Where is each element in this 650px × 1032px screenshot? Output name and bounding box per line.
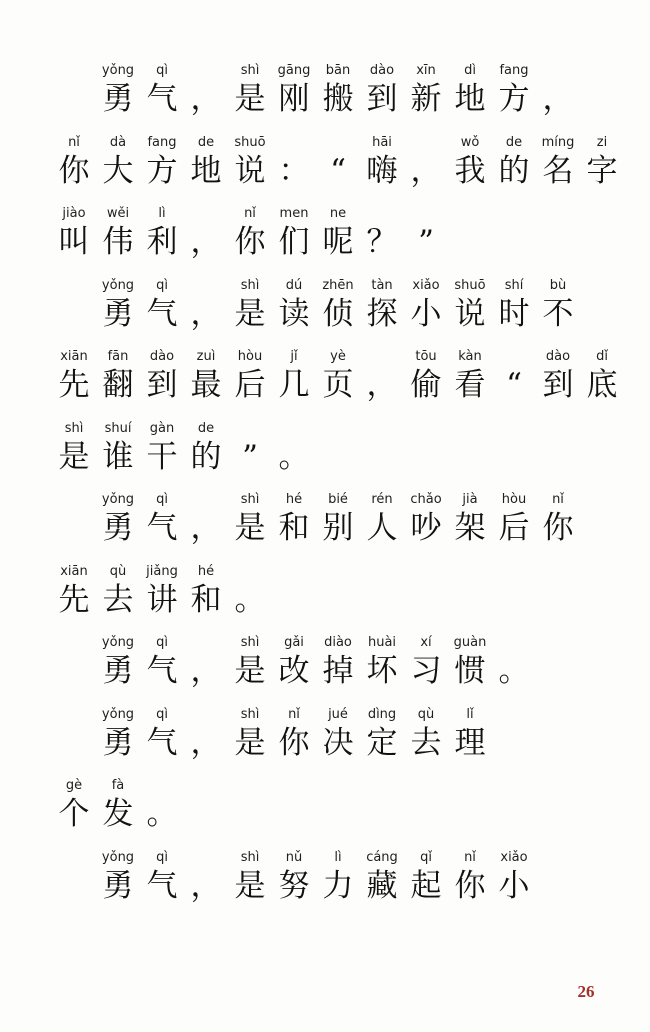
hanzi: 地 xyxy=(190,152,222,189)
pinyin: dào xyxy=(369,63,395,78)
character-cell xyxy=(398,205,454,261)
hanzi: 先 xyxy=(58,581,90,618)
hanzi: 起 xyxy=(410,867,442,904)
hanzi: 人 xyxy=(366,510,398,546)
text-line xyxy=(0,491,650,547)
pinyin: shì xyxy=(240,706,260,722)
pinyin: bù xyxy=(549,277,567,293)
pinyin: gàn xyxy=(149,420,175,436)
pinyin: fang xyxy=(147,134,177,150)
pinyin: yǒng xyxy=(101,849,135,865)
hanzi: 页 xyxy=(322,367,354,403)
hanzi: 气 xyxy=(146,724,178,761)
pinyin: hāi xyxy=(372,134,392,150)
hanzi: 吵 xyxy=(410,510,442,546)
hanzi: 。 xyxy=(146,796,178,832)
hanzi: 先 xyxy=(58,367,90,403)
pinyin: shì xyxy=(240,277,260,293)
hanzi: 勇 xyxy=(102,510,134,546)
pinyin: nǐ xyxy=(552,492,564,507)
pinyin: zi xyxy=(596,134,608,150)
hanzi: 是 xyxy=(234,295,266,332)
character-cell xyxy=(530,62,586,118)
hanzi: 架 xyxy=(454,510,486,546)
character-cell xyxy=(266,420,322,476)
hanzi: 说 xyxy=(234,152,266,189)
hanzi: 是 xyxy=(234,81,266,117)
pinyin: hé xyxy=(197,563,215,579)
pinyin xyxy=(212,563,288,581)
hanzi: 你 xyxy=(542,510,574,546)
hanzi: 方 xyxy=(146,152,178,189)
hanzi: 几 xyxy=(278,367,310,403)
text-line xyxy=(0,706,650,762)
hanzi: 发 xyxy=(102,796,134,832)
hanzi: 侦 xyxy=(322,295,354,332)
character-cell xyxy=(530,491,586,547)
text-line xyxy=(0,420,650,476)
hanzi: 努 xyxy=(278,867,310,904)
hanzi: ” xyxy=(242,438,258,475)
pinyin: chǎo xyxy=(410,492,442,507)
hanzi: 伟 xyxy=(102,224,134,260)
hanzi: 后 xyxy=(498,510,530,546)
pinyin xyxy=(520,62,596,80)
pinyin: shì xyxy=(240,849,260,865)
pinyin: lǐ xyxy=(466,706,474,722)
hanzi: 最 xyxy=(190,367,222,403)
pinyin: bān xyxy=(325,63,351,78)
hanzi: ， xyxy=(190,295,222,332)
pinyin: shì xyxy=(240,635,260,650)
pinyin: xīn xyxy=(416,63,436,78)
hanzi: 小 xyxy=(410,295,442,332)
hanzi: ” xyxy=(418,224,434,260)
pinyin: de xyxy=(197,134,215,150)
hanzi: 坏 xyxy=(366,653,398,689)
hanzi: 是 xyxy=(58,438,90,475)
character-cell xyxy=(442,706,498,762)
pinyin xyxy=(476,634,552,652)
pinyin: míng xyxy=(541,134,575,150)
hanzi: “ xyxy=(330,152,346,189)
hanzi: 讲 xyxy=(146,581,178,618)
hanzi: 。 xyxy=(498,653,530,689)
pinyin: shí xyxy=(504,277,524,293)
hanzi: 说 xyxy=(454,295,486,332)
pinyin: gǎi xyxy=(284,635,304,650)
pinyin: xiǎo xyxy=(412,277,440,293)
pinyin: lì xyxy=(158,206,166,221)
pinyin: wěi xyxy=(106,206,130,221)
hanzi: 你 xyxy=(278,724,310,761)
hanzi: 到 xyxy=(366,81,398,117)
hanzi: 新 xyxy=(410,81,442,117)
pinyin: dú xyxy=(285,277,303,293)
pinyin: kàn xyxy=(458,349,482,364)
hanzi: 读 xyxy=(278,295,310,332)
pinyin: qǐ xyxy=(420,849,432,865)
character-cell xyxy=(222,563,278,619)
hanzi: 刚 xyxy=(278,81,310,117)
pinyin: guàn xyxy=(453,635,487,650)
hanzi: 决 xyxy=(322,724,354,761)
text-line xyxy=(0,563,650,619)
character-cell xyxy=(486,849,542,905)
pinyin: yè xyxy=(330,349,346,364)
hanzi: 嗨 xyxy=(366,152,398,189)
pinyin: qì xyxy=(156,706,168,722)
hanzi: 方 xyxy=(498,81,530,117)
hanzi: 习 xyxy=(410,653,442,689)
hanzi: 名 xyxy=(542,152,574,189)
pinyin: fān xyxy=(107,349,129,364)
pinyin: zuì xyxy=(196,349,216,364)
text-line xyxy=(0,348,650,404)
pinyin: nǔ xyxy=(285,849,303,865)
pinyin: qù xyxy=(109,563,127,579)
pinyin: yǒng xyxy=(101,277,135,293)
hanzi: 力 xyxy=(322,867,354,904)
pinyin: dào xyxy=(545,349,571,364)
pinyin xyxy=(388,205,464,223)
pinyin: nǐ xyxy=(288,706,300,722)
hanzi: 你 xyxy=(234,224,266,260)
pinyin: shuí xyxy=(104,420,132,436)
pinyin: tōu xyxy=(415,349,437,364)
pinyin: xiǎo xyxy=(500,849,528,865)
hanzi: 你 xyxy=(454,867,486,904)
pinyin: nǐ xyxy=(244,206,256,221)
hanzi: 和 xyxy=(190,581,222,618)
pinyin: hòu xyxy=(237,349,263,364)
hanzi: ， xyxy=(190,867,222,904)
pinyin: cáng xyxy=(366,849,398,865)
hanzi: 不 xyxy=(542,295,574,332)
pinyin: yǒng xyxy=(101,635,135,650)
hanzi: 偷 xyxy=(410,367,442,403)
hanzi: 翻 xyxy=(102,367,134,403)
character-cell xyxy=(134,777,190,833)
hanzi: 看 xyxy=(454,367,486,403)
hanzi: 气 xyxy=(146,867,178,904)
page-number: 26 xyxy=(577,982,595,1001)
pinyin: shì xyxy=(240,492,260,507)
text-line xyxy=(0,849,650,905)
text-line xyxy=(0,277,650,333)
pinyin: ne xyxy=(329,206,347,221)
hanzi: 惯 xyxy=(454,653,486,689)
pinyin: shì xyxy=(64,420,84,436)
pinyin: dì xyxy=(464,63,476,78)
pinyin: dǐ xyxy=(596,349,608,364)
pinyin: xiān xyxy=(60,563,88,579)
hanzi: 小 xyxy=(498,867,530,904)
pinyin: shuō xyxy=(234,134,266,150)
hanzi: 干 xyxy=(146,438,178,475)
pinyin: jiǎng xyxy=(146,563,178,579)
pinyin: dìng xyxy=(367,706,397,722)
hanzi: 大 xyxy=(102,152,134,189)
hanzi: ， xyxy=(542,81,574,117)
pinyin: dà xyxy=(109,134,127,150)
hanzi: 呢 xyxy=(322,224,354,260)
hanzi: 勇 xyxy=(102,867,134,904)
pinyin: jiào xyxy=(62,206,86,221)
pinyin: shì xyxy=(240,63,260,78)
hanzi: ， xyxy=(190,510,222,546)
hanzi: ， xyxy=(190,224,222,260)
pinyin: rén xyxy=(371,492,393,507)
text-line xyxy=(0,777,650,833)
pinyin: diào xyxy=(324,635,352,650)
pinyin: qì xyxy=(156,277,168,293)
pinyin: huài xyxy=(367,635,397,650)
pinyin: xiān xyxy=(60,349,88,364)
pinyin: nǐ xyxy=(464,849,476,865)
pinyin: hé xyxy=(285,492,303,507)
hanzi: 去 xyxy=(102,581,134,618)
pinyin: yǒng xyxy=(101,706,135,722)
pinyin xyxy=(124,777,200,795)
hanzi: 们 xyxy=(278,224,310,260)
hanzi: 是 xyxy=(234,724,266,761)
hanzi: 利 xyxy=(146,224,178,260)
pinyin: qì xyxy=(156,63,168,78)
pinyin: hòu xyxy=(501,492,527,507)
hanzi: “ xyxy=(506,367,522,403)
hanzi: 气 xyxy=(146,510,178,546)
hanzi: 字 xyxy=(586,152,618,189)
hanzi: ， xyxy=(190,724,222,761)
hanzi: 叫 xyxy=(58,224,90,260)
hanzi: ： xyxy=(278,152,310,189)
hanzi: 藏 xyxy=(366,867,398,904)
hanzi: 勇 xyxy=(102,724,134,761)
character-cell xyxy=(486,634,542,690)
pinyin: yǒng xyxy=(101,492,135,507)
pinyin: qì xyxy=(156,849,168,865)
text-line xyxy=(0,205,650,261)
pinyin: jià xyxy=(462,492,478,507)
character-cell xyxy=(574,348,630,404)
hanzi: 气 xyxy=(146,653,178,689)
pinyin: jué xyxy=(328,706,348,722)
pinyin: yǒng xyxy=(101,63,135,78)
hanzi: 的 xyxy=(498,152,530,189)
hanzi: 和 xyxy=(278,510,310,546)
hanzi: 。 xyxy=(278,438,310,475)
hanzi: 到 xyxy=(542,367,574,403)
pinyin: zhēn xyxy=(322,277,354,293)
hanzi: 底 xyxy=(586,367,618,403)
hanzi: 我 xyxy=(454,152,486,189)
hanzi: 。 xyxy=(234,581,266,618)
pinyin: xí xyxy=(420,635,432,650)
hanzi: 你 xyxy=(58,152,90,189)
hanzi: ， xyxy=(190,653,222,689)
hanzi: 的 xyxy=(190,438,222,475)
pinyin: jǐ xyxy=(290,349,298,364)
hanzi: 定 xyxy=(366,724,398,761)
hanzi: 是 xyxy=(234,867,266,904)
text-line xyxy=(0,134,650,190)
hanzi: 勇 xyxy=(102,295,134,332)
hanzi: 时 xyxy=(498,295,530,332)
hanzi: 谁 xyxy=(102,438,134,475)
pinyin: nǐ xyxy=(68,134,80,150)
pinyin: shuō xyxy=(454,277,486,293)
hanzi: 改 xyxy=(278,653,310,689)
text-line xyxy=(0,634,650,690)
hanzi: 勇 xyxy=(102,81,134,117)
hanzi: 搬 xyxy=(322,81,354,117)
hanzi: 是 xyxy=(234,653,266,689)
pinyin: gāng xyxy=(277,63,311,78)
pinyin: bié xyxy=(328,492,348,507)
hanzi: 理 xyxy=(454,724,486,761)
hanzi: 气 xyxy=(146,81,178,117)
pinyin: qì xyxy=(156,635,168,650)
hanzi: ， xyxy=(410,152,442,189)
pinyin: qì xyxy=(156,492,168,507)
hanzi: 掉 xyxy=(322,653,354,689)
hanzi: ？ xyxy=(366,224,398,260)
hanzi: 勇 xyxy=(102,653,134,689)
pinyin xyxy=(256,420,332,438)
pinyin: de xyxy=(197,420,215,436)
pinyin: men xyxy=(279,206,309,221)
hanzi: 探 xyxy=(366,295,398,332)
hanzi: ， xyxy=(366,367,398,403)
hanzi: 气 xyxy=(146,295,178,332)
pinyin: fang xyxy=(499,63,529,78)
character-cell xyxy=(530,277,586,333)
hanzi: 去 xyxy=(410,724,442,761)
hanzi: 个 xyxy=(58,796,90,832)
hanzi: 是 xyxy=(234,510,266,546)
hanzi: 地 xyxy=(454,81,486,117)
hanzi: 后 xyxy=(234,367,266,403)
text-line xyxy=(0,62,650,118)
hanzi: 到 xyxy=(146,367,178,403)
pinyin: lì xyxy=(334,849,342,865)
pinyin: de xyxy=(505,134,523,150)
pinyin: tàn xyxy=(371,277,393,293)
pinyin: wǒ xyxy=(460,134,480,150)
pinyin: dào xyxy=(149,349,175,364)
pinyin: gè xyxy=(65,778,83,793)
hanzi: 别 xyxy=(322,510,354,546)
character-cell xyxy=(574,134,630,190)
pinyin: qù xyxy=(417,706,435,722)
hanzi: ， xyxy=(190,81,222,117)
pinyin: fà xyxy=(111,778,125,793)
